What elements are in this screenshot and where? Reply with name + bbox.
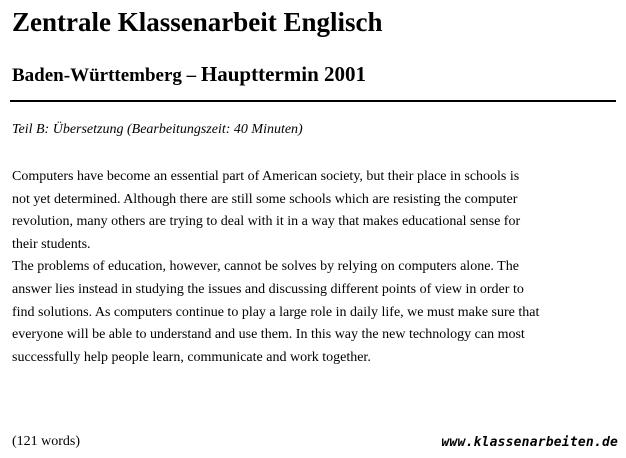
header-divider: [10, 100, 616, 102]
text-line: their students.: [12, 236, 91, 252]
text-line: The problems of education, however, cannot be solves by relying on computers alone. The: [12, 259, 519, 275]
translation-text: [12, 166, 616, 369]
text-line: answer lies instead in studying the issues and discussing different points of view in order to: [12, 281, 524, 297]
subtitle-term: Haupttermin 2001: [200, 62, 366, 86]
subtitle-region: Baden-Württemberg –: [12, 65, 201, 86]
text-line: not yet determined. Although there are still some schools which are resisting the computer: [12, 191, 518, 207]
website-watermark: www.klassenarbeiten.de: [441, 435, 618, 450]
document-subtitle: [12, 62, 366, 89]
text-line: successfully help people learn, communicate and work together.: [12, 349, 371, 365]
text-line: revolution, many others are trying to deal with it in a way that makes educational sense for: [12, 214, 521, 230]
text-line: everyone will be able to understand and use them. In this way the new technology can most: [12, 327, 525, 343]
text-line: find solutions. As computers continue to play a large role in daily life, we must make sure that: [12, 304, 540, 320]
document-title: Zentrale Klassenarbeit Englisch: [12, 7, 383, 37]
section-label: Teil B: Übersetzung (Bearbeitungszeit: 40 Minuten): [12, 122, 303, 137]
word-count: (121 words): [12, 434, 81, 449]
worksheet-page: [12, 0, 618, 458]
text-line: Computers have become an essential part of American society, but their place in schools is: [12, 169, 520, 184]
